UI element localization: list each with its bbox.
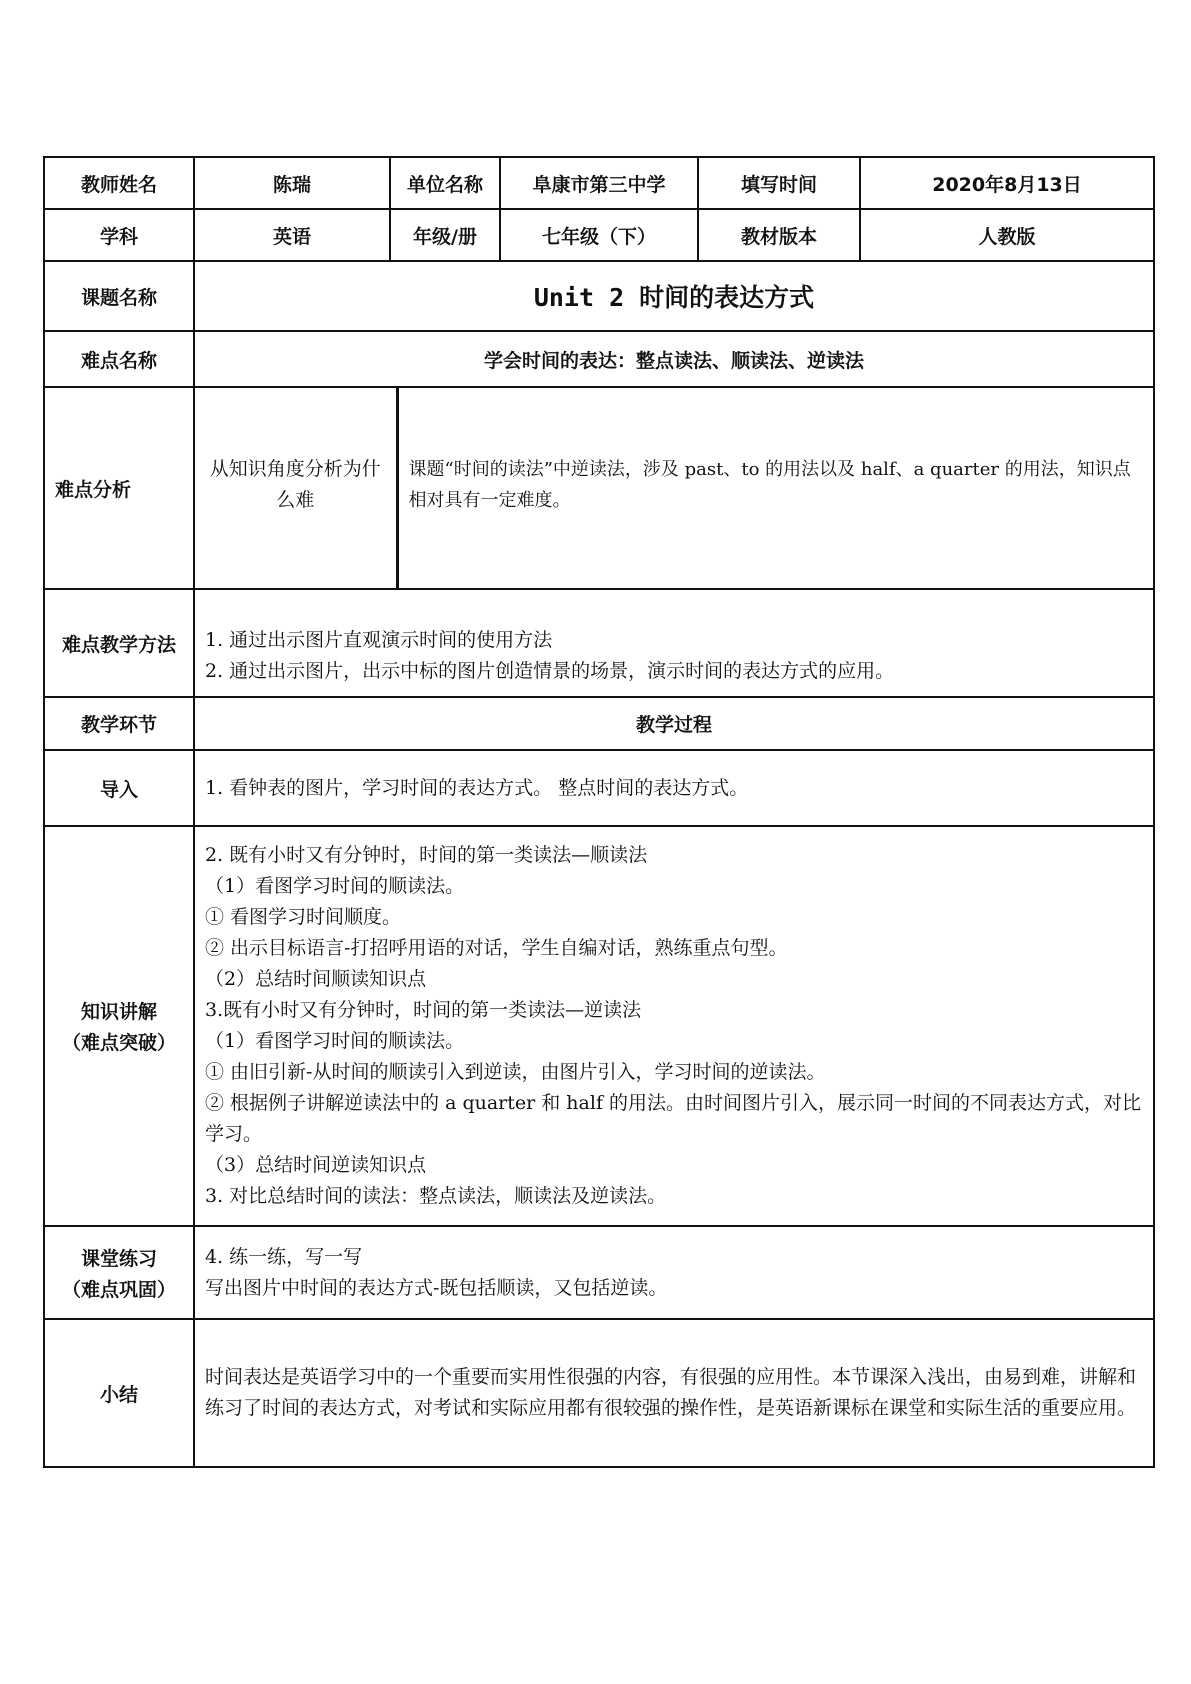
knowledge-line-10: （3）总结时间逆读知识点 [205,1154,427,1176]
knowledge-label-line-2: （难点突破） [61,1032,176,1054]
unit-value: 阜康市第三中学 [500,157,698,209]
difficulty-row [44,331,1154,387]
grade-label: 年级/册 [390,209,500,261]
grade-value: 七年级（下） [500,209,698,261]
knowledge-line-6: 3.既有小时又有分钟时，时间的第一类读法—逆读法 [205,999,642,1021]
summary-row [44,1319,1154,1467]
practice-content [194,1226,1154,1319]
summary-text: 时间表达是英语学习中的一个重要而实用性很强的内容，有很强的应用性。本节课深入浅出，由易到难，讲解和练习了时间的表达方式，对考试和实际应用都有很较强的操作性，是英语新课标在课堂和实际生活的重要应用。 [194,1319,1154,1467]
date-label: 填写时间 [698,157,860,209]
intro-text: 1. 看钟表的图片，学习时间的表达方式。 整点时间的表达方式。 [194,750,1154,826]
knowledge-line-2: （1）看图学习时间的顺读法。 [205,875,465,897]
analysis-row [44,387,1154,589]
practice-label [44,1226,194,1319]
edition-value: 人教版 [860,209,1154,261]
practice-label-line-1: 课堂练习 [80,1247,157,1270]
method-content [194,589,1154,697]
analysis-content [194,387,1154,589]
header-row-2 [44,209,1154,261]
method-label: 难点教学方法 [44,589,194,697]
knowledge-line-8: ① 由旧引新-从时间的顺读引入到逆读，由图片引入，学习时间的逆读法。 [205,1061,826,1083]
difficulty-label: 难点名称 [44,331,194,387]
knowledge-content [194,826,1154,1226]
knowledge-line-5: （2）总结时间顺读知识点 [205,968,427,990]
method-row [44,589,1154,697]
topic-label: 课题名称 [44,261,194,331]
practice-label-line-2: （难点巩固） [61,1278,176,1301]
practice-line-1: 4. 练一练，写一写 [205,1245,363,1268]
difficulty-value: 学会时间的表达：整点读法、顺读法、逆读法 [194,331,1154,387]
method-line-1: 1. 通过出示图片直观演示时间的使用方法 [205,629,553,651]
method-line-2: 2. 通过出示图片，出示中标的图片创造情景的场景，演示时间的表达方式的应用。 [205,660,895,682]
teacher-label: 教师姓名 [44,157,194,209]
summary-label: 小结 [44,1319,194,1467]
stage-label: 教学环节 [44,697,194,750]
subject-label: 学科 [44,209,194,261]
teacher-value: 陈瑞 [194,157,390,209]
intro-label: 导入 [44,750,194,826]
header-row-1 [44,157,1154,209]
knowledge-line-11: 3. 对比总结时间的读法：整点读法，顺读法及逆读法。 [205,1185,667,1207]
subject-value: 英语 [194,209,390,261]
knowledge-line-3: ① 看图学习时间顺度。 [205,906,402,928]
process-header-row [44,697,1154,750]
topic-row [44,261,1154,331]
knowledge-line-4: ② 出示目标语言-打招呼用语的对话，学生自编对话，熟练重点句型。 [205,937,788,959]
practice-line-2: 写出图片中时间的表达方式-既包括顺读，又包括逆读。 [205,1276,668,1299]
analysis-text: 课题“时间的读法”中逆读法，涉及 past、to 的用法以及 half、a quarter 的用法，知识点相对具有一定难度。 [408,459,1131,511]
intro-row [44,750,1154,826]
analysis-sub-label: 从知识角度分析为什么难 [195,388,397,588]
knowledge-row [44,826,1154,1226]
lesson-plan-sheet [43,156,1153,1468]
process-label: 教学过程 [194,697,1154,750]
edition-label: 教材版本 [698,209,860,261]
knowledge-line-7: （1）看图学习时间的顺读法。 [205,1030,465,1052]
lesson-plan-table [43,156,1155,1468]
date-value: 2020年8月13日 [860,157,1154,209]
knowledge-label-line-1: 知识讲解 [80,1001,157,1023]
practice-row [44,1226,1154,1319]
analysis-label: 难点分析 [44,387,194,589]
knowledge-line-9: ② 根据例子讲解逆读法中的 a quarter 和 half 的用法。由时间图片引入，展示同一时间的不同表达方式，对比学习。 [205,1092,1142,1145]
unit-label: 单位名称 [390,157,500,209]
analysis-inner [195,388,1153,588]
knowledge-line-1: 2. 既有小时又有分钟时，时间的第一类读法—顺读法 [205,844,648,866]
knowledge-label [44,826,194,1226]
topic-title: Unit 2 时间的表达方式 [194,261,1154,331]
